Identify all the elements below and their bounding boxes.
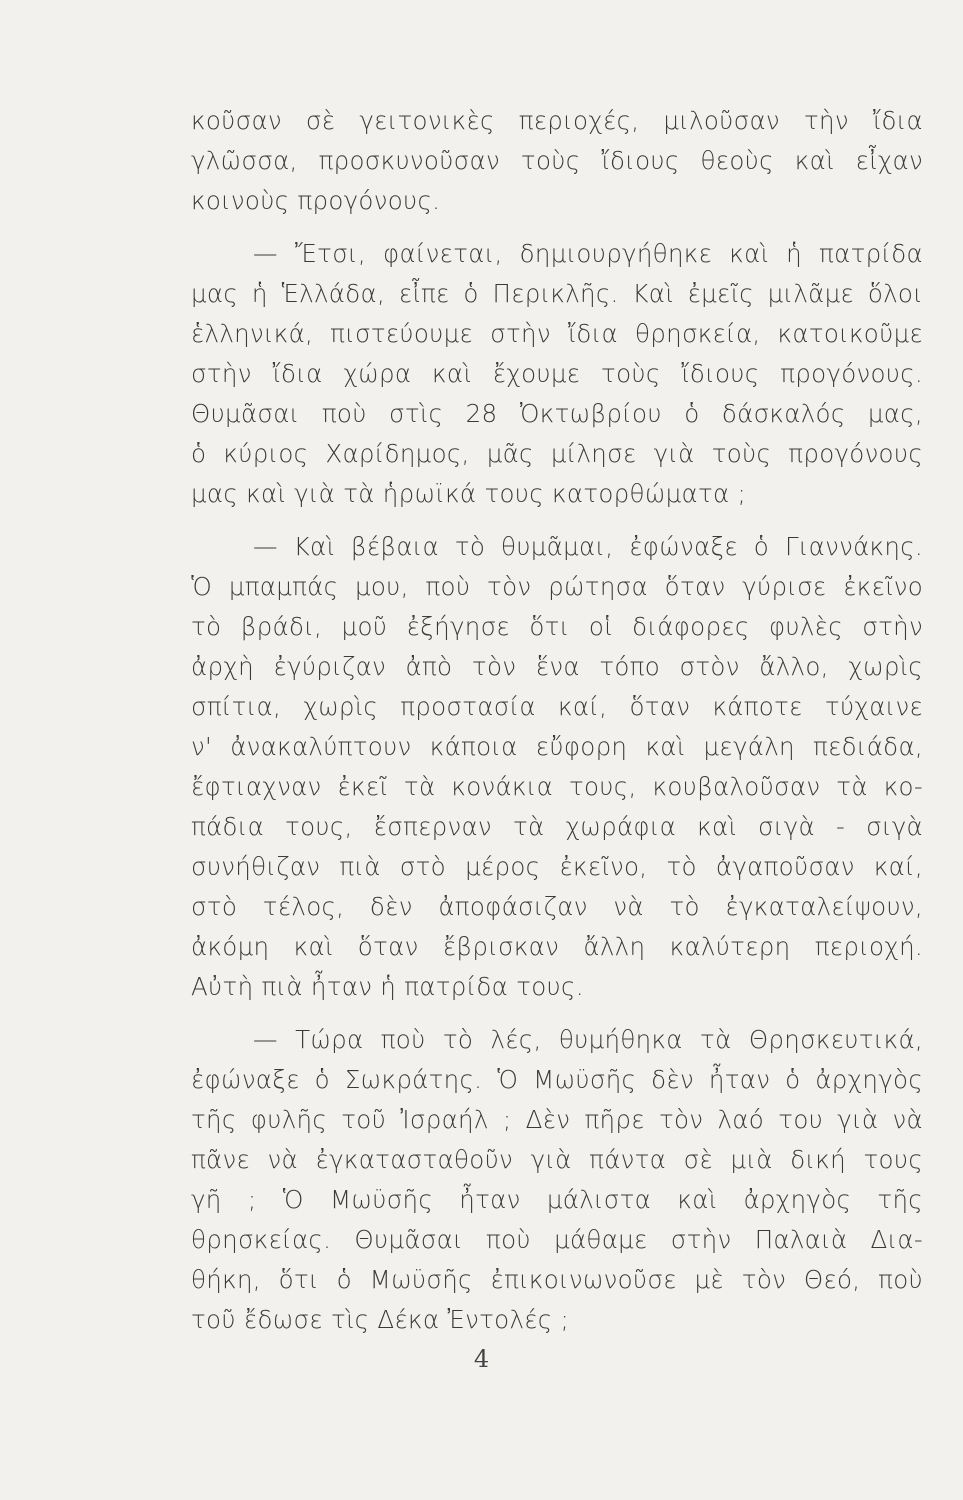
body-text xyxy=(191,101,923,1340)
text-line: ν' ἀνακαλύπτουν κάποια εὔφορη καὶ μεγάλη πεδιάδα, xyxy=(191,732,923,761)
text-line: κοινοὺς προγόνους. xyxy=(191,186,441,215)
text-line: ἀρχὴ ἐγύριζαν ἀπὸ τὸν ἕνα τόπο στὸν ἄλλο, χωρὶς xyxy=(191,652,923,681)
text-line: μας ἡ Ἑλλάδα, εἶπε ὁ Περικλῆς. Καὶ ἐμεῖς μιλᾶμε ὅλοι xyxy=(191,279,923,308)
text-line: τοῦ ἔδωσε τὶς Δέκα Ἐντολές ; xyxy=(191,1305,570,1334)
text-line: γλῶσσα, προσκυνοῦσαν τοὺς ἴδιους θεοὺς καὶ εἶχαν xyxy=(191,146,923,175)
text-line: μας καὶ γιὰ τὰ ἡρωϊκά τους κατορθώματα ; xyxy=(191,479,747,508)
text-line: Θυμᾶσαι ποὺ στὶς 28 Ὀκτωβρίου ὁ δάσκαλός μας, xyxy=(191,399,923,428)
text-line: τὸ βράδι, μοῦ ἐξήγησε ὅτι οἱ διάφορες φυλὲς στὴν xyxy=(191,612,923,641)
text-line: — Τώρα ποὺ τὸ λές, θυμήθηκα τὰ Θρησκευτικά, xyxy=(253,1025,923,1054)
text-line: κοῦσαν σὲ γειτονικὲς περιοχές, μιλοῦσαν τὴν ἴδια xyxy=(191,106,923,135)
paragraph-4 xyxy=(191,1020,923,1340)
text-line: Ὁ μπαμπάς μου, ποὺ τὸν ρώτησα ὅταν γύρισε ἐκεῖνο xyxy=(191,572,923,601)
text-line: στὴν ἴδια χώρα καὶ ἔχουμε τοὺς ἴδιους προγόνους. xyxy=(191,359,923,388)
text-line: θήκη, ὅτι ὁ Μωϋσῆς ἐπικοινωνοῦσε μὲ τὸν Θεό, ποὺ xyxy=(191,1265,923,1294)
text-line: γῆ ; Ὁ Μωϋσῆς ἦταν μάλιστα καὶ ἀρχηγὸς τῆς xyxy=(191,1185,923,1214)
text-line: Αὐτὴ πιὰ ἦταν ἡ πατρίδα τους. xyxy=(191,972,584,1001)
text-line: ἑλληνικά, πιστεύουμε στὴν ἴδια θρησκεία, κατοικοῦμε xyxy=(191,319,923,348)
text-line: τῆς φυλῆς τοῦ Ἰσραήλ ; Δὲν πῆρε τὸν λαό του γιὰ νὰ xyxy=(191,1105,923,1134)
text-line: ἔφτιαχναν ἐκεῖ τὰ κονάκια τους, κουβαλοῦσαν τὰ κο- xyxy=(191,772,923,801)
paragraph-2 xyxy=(191,234,923,514)
text-line: πᾶνε νὰ ἐγκατασταθοῦν γιὰ πάντα σὲ μιὰ δική τους xyxy=(191,1145,923,1174)
text-line: — Καὶ βέβαια τὸ θυμᾶμαι, ἐφώναξε ὁ Γιαννάκης. xyxy=(253,532,923,561)
text-line: πάδια τους, ἔσπερναν τὰ χωράφια καὶ σιγὰ - σιγὰ xyxy=(191,812,923,841)
text-line: ἐφώναξε ὁ Σωκράτης. Ὁ Μωϋσῆς δὲν ἦταν ὁ ἀρχηγὸς xyxy=(191,1065,923,1094)
text-line: θρησκείας. Θυμᾶσαι ποὺ μάθαμε στὴν Παλαιὰ Δια- xyxy=(191,1225,923,1254)
text-line: — Ἔτσι, φαίνεται, δημιουργήθηκε καὶ ἡ πατρίδα xyxy=(253,239,923,268)
paragraph-1 xyxy=(191,101,923,221)
text-line: ὁ κύριος Χαρίδημος, μᾶς μίλησε γιὰ τοὺς προγόνους xyxy=(191,439,923,468)
text-line: στὸ τέλος, δὲν ἀποφάσιζαν νὰ τὸ ἐγκαταλείψουν, xyxy=(191,892,923,921)
text-line: συνήθιζαν πιὰ στὸ μέρος ἐκεῖνο, τὸ ἀγαποῦσαν καί, xyxy=(191,852,923,881)
page-number: 4 xyxy=(473,1345,490,1373)
text-line: ἀκόμη καὶ ὅταν ἔβρισκαν ἄλλη καλύτερη περιοχή. xyxy=(191,932,923,961)
paragraph-3 xyxy=(191,527,923,1007)
text-line: σπίτια, χωρὶς προστασία καί, ὅταν κάποτε τύχαινε xyxy=(191,692,923,721)
